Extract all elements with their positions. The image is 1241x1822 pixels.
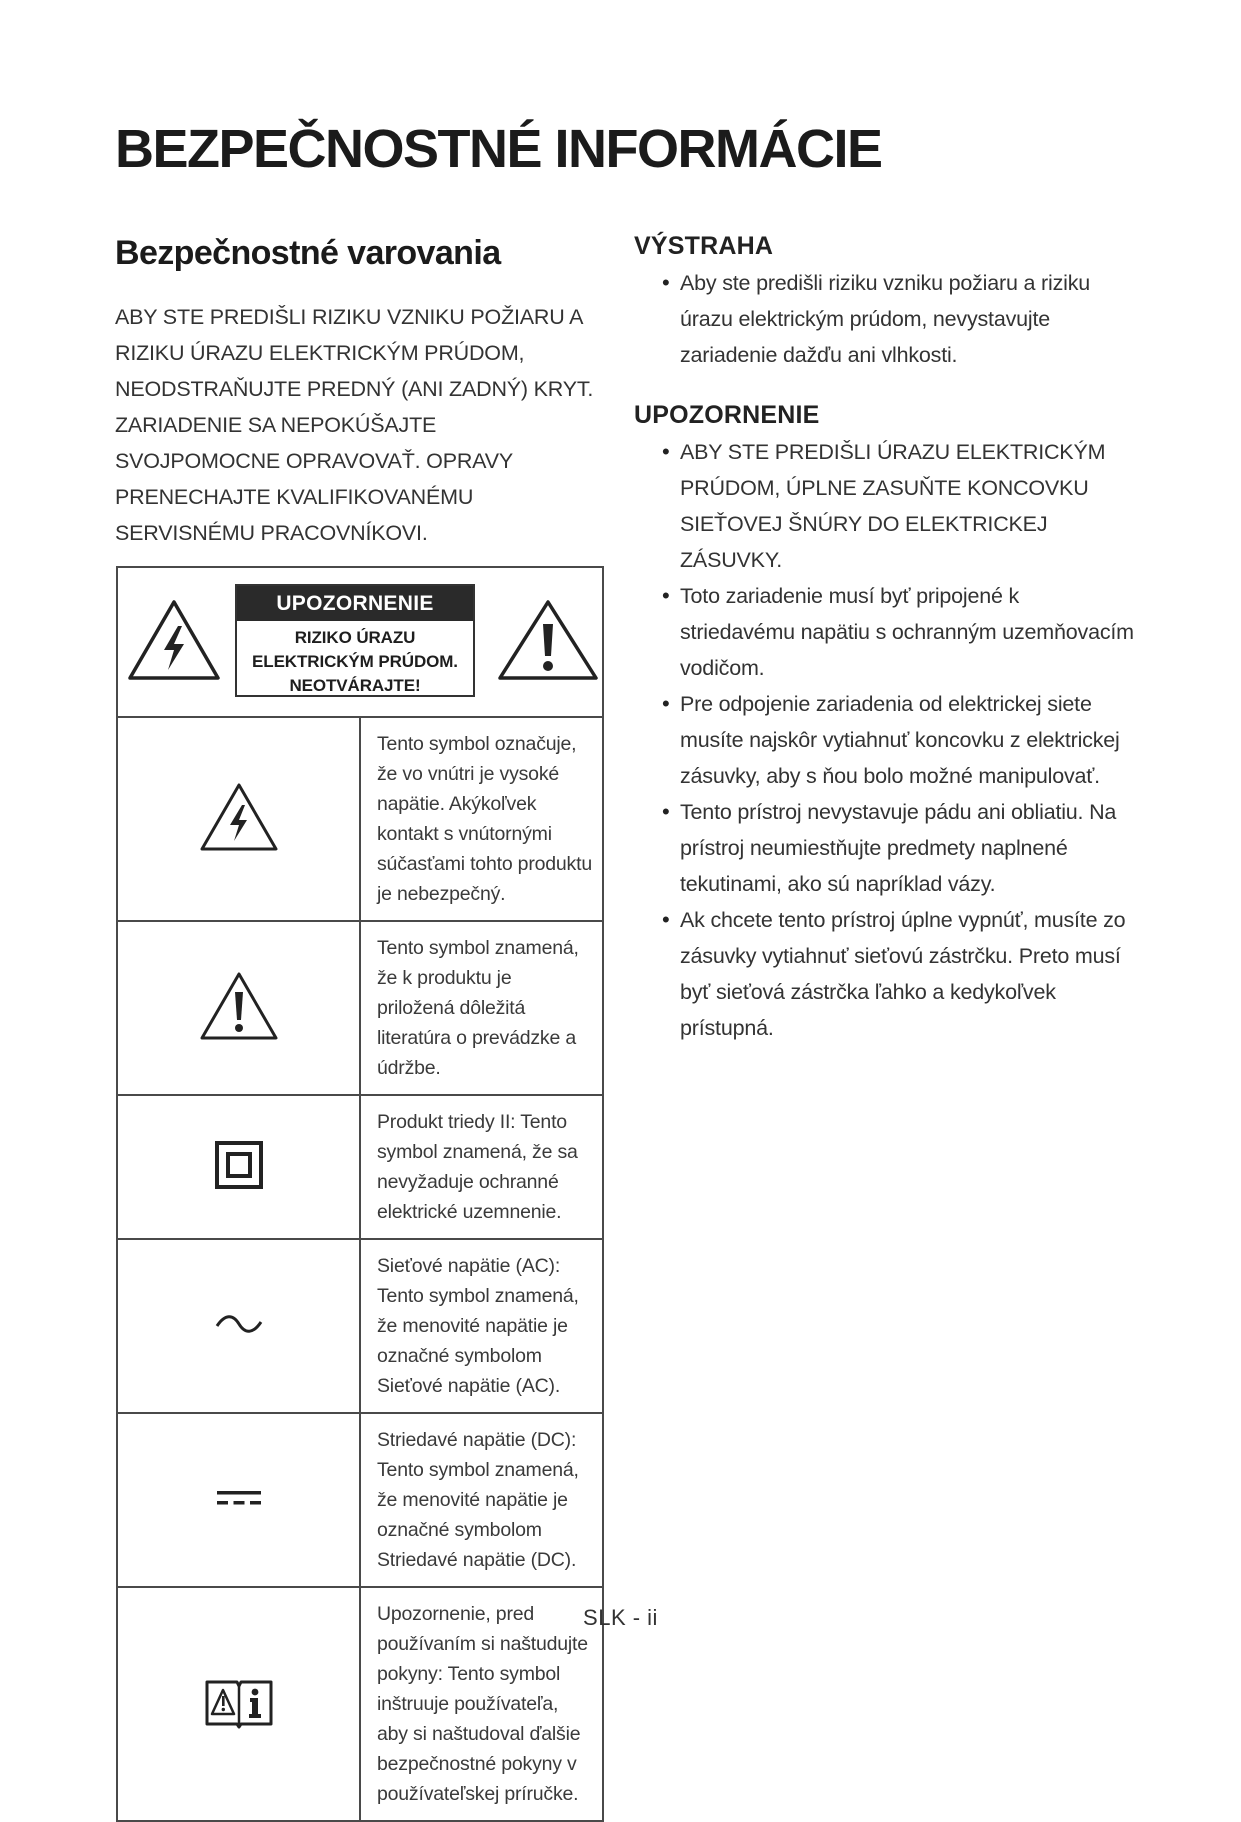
list-item <box>634 686 1134 794</box>
bullet-icon: • <box>662 799 670 824</box>
caution-label-line: ELEKTRICKÝM PRÚDOM. <box>252 652 458 671</box>
ac-wave-icon <box>213 1323 265 1340</box>
symbol-description: Striedavé napätie (DC): Tento symbol znamená, že menovité napätie je označné symbolom Striedavé napätie (DC). <box>360 1413 603 1587</box>
symbol-row <box>117 921 603 1095</box>
safety-intro-text: ABY STE PREDIŠLI RIZIKU VZNIKU POŽIARU A RIZIKU ÚRAZU ELEKTRICKÝM PRÚDOM, NEODSTRAŇUJTE PREDNÝ (ANI ZADNÝ) KRYT. ZARIADENIE SA NEPOKÚŠAJTE SVOJPOMOCNE OPRAVOVAŤ. OPRAVY PRENECHAJTE KVALIFIKOVANÉMU SERVISNÉMU PRACOVNÍKOVI. <box>115 305 594 545</box>
exclamation-triangle-icon <box>198 1029 280 1046</box>
list-item-text: Pre odpojenie zariadenia od elektrickej siete musíte najskôr vytiahnuť koncovku z elektrickej zásuvky, aby s ňou bolo možné manipulovať. <box>680 692 1120 788</box>
list-item-text: Ak chcete tento prístroj úplne vypnúť, musíte zo zásuvky vytiahnuť sieťovú zástrčku. Preto musí byť sieťová zástrčka ľahko a kedykoľvek prístupná. <box>680 908 1126 1040</box>
symbol-row <box>117 1095 603 1239</box>
symbol-description: Sieťové napätie (AC): Tento symbol znamená, že menovité napätie je označné symbolom Sieťové napätie (AC). <box>360 1239 603 1413</box>
bullet-icon: • <box>662 583 670 608</box>
symbol-icon-cell <box>117 717 360 921</box>
left-column <box>115 234 605 551</box>
list-item-text: Aby ste predišli riziku vzniku požiaru a riziku úrazu elektrickým prúdom, nevystavujte zariadenie dažďu ani vlhkosti. <box>680 271 1091 367</box>
list-item-text: Toto zariadenie musí byť pripojené k striedavému napätiu s ochranným uzemňovacím vodičom. <box>680 584 1134 680</box>
list-item <box>634 265 1134 373</box>
symbol-row <box>117 717 603 921</box>
list-item-text: ABY STE PREDIŠLI ÚRAZU ELEKTRICKÝM PRÚDOM, ÚPLNE ZASUŇTE KONCOVKU SIEŤOVEJ ŠNÚRY DO ELEKTRICKEJ ZÁSUVKY. <box>680 440 1106 572</box>
symbol-row <box>117 1239 603 1413</box>
class-ii-double-square-icon <box>214 1177 264 1194</box>
caution-heading: UPOZORNENIE <box>634 401 820 429</box>
caution-label-box <box>235 584 475 697</box>
bullet-icon: • <box>662 439 670 464</box>
symbol-description: Tento symbol označuje, že vo vnútri je vysoké napätie. Akýkoľvek kontakt s vnútornými súčasťami tohto produktu je nebezpečný. <box>360 717 603 921</box>
warning-heading: VÝSTRAHA <box>634 232 774 260</box>
bullet-icon: • <box>662 270 670 295</box>
list-item-text: Tento prístroj nevystavuje pádu ani obliatiu. Na prístroj neumiestňujte predmety naplnené tekutinami, ako sú napríklad vázy. <box>680 800 1117 896</box>
bullet-icon: • <box>662 907 670 932</box>
bullet-icon: • <box>662 691 670 716</box>
high-voltage-triangle-icon <box>198 840 280 857</box>
symbol-description: Tento symbol znamená, že k produktu je priložená dôležitá literatúra o prevádzke a údržbe. <box>360 921 603 1095</box>
caution-list <box>634 434 1134 1046</box>
symbol-row <box>117 1413 603 1587</box>
warning-label-row <box>117 567 603 717</box>
caution-label-line: NEOTVÁRAJTE! <box>289 676 421 695</box>
page-title: BEZPEČNOSTNÉ INFORMÁCIE <box>115 119 882 179</box>
caution-label-header: UPOZORNENIE <box>237 586 473 621</box>
exclamation-triangle-icon <box>496 598 600 687</box>
caution-label-text <box>237 621 473 698</box>
list-item <box>634 434 1134 578</box>
list-item <box>634 794 1134 902</box>
section-heading-safety-warnings: Bezpečnostné varovania <box>115 234 501 272</box>
symbol-icon-cell <box>117 921 360 1095</box>
read-manual-book-icon <box>203 1717 275 1734</box>
caution-label-line: RIZIKO ÚRAZU <box>294 628 416 647</box>
symbol-description: Upozornenie, pred používaním si naštudujte pokyny: Tento symbol inštruuje používateľa, aby si naštudoval ďalšie bezpečnostné pokyny v používateľskej príručke. <box>360 1587 603 1821</box>
high-voltage-triangle-icon <box>126 598 222 687</box>
warning-label-cell <box>117 567 603 717</box>
warning-list <box>634 265 1134 373</box>
symbol-description: Produkt triedy II: Tento symbol znamená, že sa nevyžaduje ochranné elektrické uzemnenie. <box>360 1095 603 1239</box>
symbol-icon-cell <box>117 1413 360 1587</box>
page-number: SLK - ii <box>583 1605 658 1630</box>
symbol-icon-cell <box>117 1239 360 1413</box>
list-item <box>634 578 1134 686</box>
symbol-icon-cell <box>117 1095 360 1239</box>
list-item <box>634 902 1134 1046</box>
dc-lines-icon <box>214 1495 264 1512</box>
safety-symbols-table <box>116 566 604 1822</box>
right-column <box>634 232 1134 1046</box>
